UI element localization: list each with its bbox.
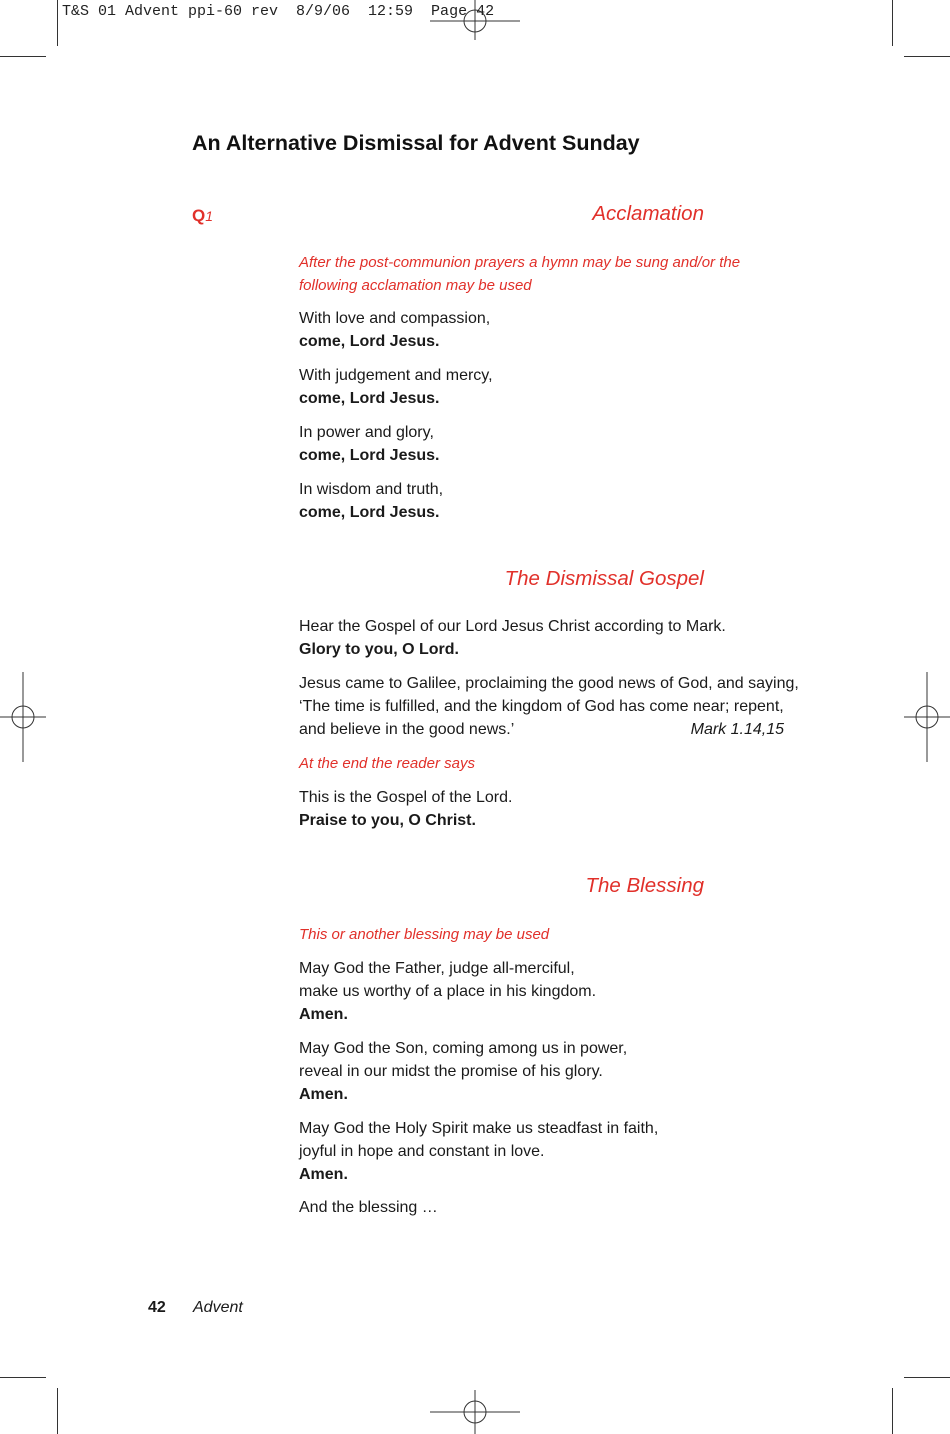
stanza-line: make us worthy of a place in his kingdom. bbox=[299, 983, 597, 1000]
verse-response: come, Lord Jesus. bbox=[299, 447, 440, 464]
verse-line: In power and glory, bbox=[299, 424, 434, 441]
section-letter: Q bbox=[192, 206, 206, 225]
reading-line: and believe in the good news.’ bbox=[299, 721, 515, 738]
rubric-line: following acclamation may be used bbox=[299, 277, 532, 294]
gospel-heading: The Dismissal Gospel bbox=[504, 567, 704, 590]
blessing-rubric: This or another blessing may be used bbox=[299, 926, 550, 943]
scripture-reference: Mark 1.14,15 bbox=[690, 721, 784, 738]
stanza-line: reveal in our midst the promise of his glory. bbox=[299, 1063, 603, 1080]
blessing-heading: The Blessing bbox=[585, 874, 704, 897]
amen-response: Amen. bbox=[299, 1006, 348, 1023]
stanza-line: May God the Holy Spirit make us steadfast in faith, bbox=[299, 1120, 659, 1137]
gospel-intro-line: Hear the Gospel of our Lord Jesus Christ according to Mark. bbox=[299, 618, 726, 635]
stanza-line: joyful in hope and constant in love. bbox=[299, 1143, 545, 1160]
blessing-stanza bbox=[299, 1117, 658, 1186]
gospel-end-line: This is the Gospel of the Lord. bbox=[299, 789, 513, 806]
page-number: 42 bbox=[148, 1299, 166, 1316]
section-number bbox=[192, 206, 213, 226]
acclamation-verse bbox=[299, 307, 490, 353]
reading-line: ‘The time is fulfilled, and the kingdom of God has come near; repent, bbox=[299, 698, 784, 715]
gospel-ending bbox=[299, 786, 512, 832]
acclamation-verse bbox=[299, 364, 493, 410]
stanza-line: May God the Son, coming among us in power, bbox=[299, 1040, 628, 1057]
reading-line: Jesus came to Galilee, proclaiming the good news of God, and saying, bbox=[299, 675, 799, 692]
acclamation-verse bbox=[299, 421, 440, 467]
registration-mark-left bbox=[0, 670, 46, 764]
rubric-line: After the post-communion prayers a hymn may be sung and/or the bbox=[299, 254, 741, 271]
registration-mark-bottom bbox=[428, 1390, 522, 1434]
amen-response: Amen. bbox=[299, 1166, 348, 1183]
registration-mark-right bbox=[904, 670, 950, 764]
verse-response: come, Lord Jesus. bbox=[299, 504, 440, 521]
acclamation-heading: Acclamation bbox=[592, 202, 704, 225]
section-digit: 1 bbox=[205, 208, 214, 224]
verse-response: come, Lord Jesus. bbox=[299, 333, 440, 350]
gospel-end-response: Praise to you, O Christ. bbox=[299, 812, 476, 829]
stanza-line: May God the Father, judge all-merciful, bbox=[299, 960, 575, 977]
blessing-closing: And the blessing … bbox=[299, 1199, 438, 1216]
footer-section: Advent bbox=[193, 1299, 243, 1316]
amen-response: Amen. bbox=[299, 1086, 348, 1103]
blessing-stanza bbox=[299, 957, 596, 1026]
acclamation-rubric bbox=[299, 251, 740, 297]
verse-response: come, Lord Jesus. bbox=[299, 390, 440, 407]
verse-line: In wisdom and truth, bbox=[299, 481, 444, 498]
verse-line: With love and compassion, bbox=[299, 310, 491, 327]
acclamation-verse bbox=[299, 478, 443, 524]
gospel-end-rubric: At the end the reader says bbox=[299, 755, 475, 772]
gospel-intro-response: Glory to you, O Lord. bbox=[299, 641, 459, 658]
print-slug: T&S 01 Advent ppi-60 rev 8/9/06 12:59 Page 42 bbox=[62, 3, 495, 20]
verse-line: With judgement and mercy, bbox=[299, 367, 493, 384]
blessing-stanza bbox=[299, 1037, 627, 1106]
page-title: An Alternative Dismissal for Advent Sunday bbox=[192, 131, 640, 155]
gospel-intro bbox=[299, 615, 726, 661]
